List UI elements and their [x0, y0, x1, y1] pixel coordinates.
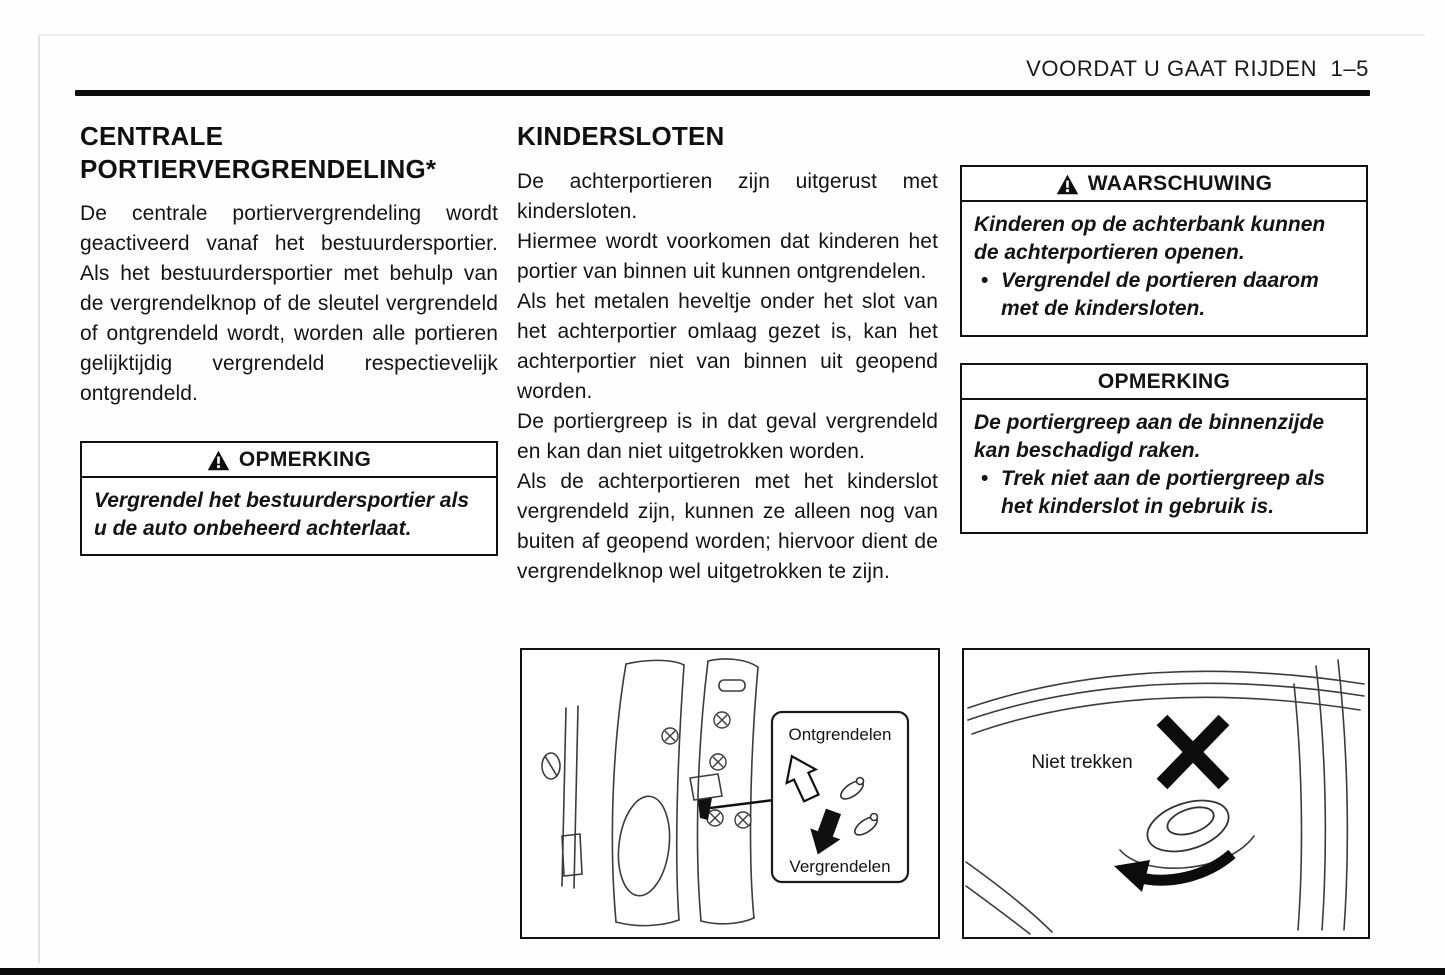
page-scan-edge-left	[38, 34, 40, 963]
paragraph: Als het metalen heveltje onder het slot van het achterportier omlaag gezet is, kan het achterportier niet van binnen uit geopend worden.	[517, 289, 938, 403]
note-lead: De portiergreep aan de binnenzijde kan beschadigd raken.	[974, 410, 1325, 462]
section-child-locks	[517, 120, 938, 587]
door-edge-drawing	[542, 659, 758, 926]
warning-box-title	[962, 167, 1366, 202]
page-bottom-edge	[0, 968, 1445, 975]
note-box-2-title-text: OPMERKING	[1097, 369, 1231, 393]
note-bullet: • Trek niet aan de portiergreep als het kinderslot in gebruik is.	[974, 465, 1354, 521]
figure-do-not-pull-handle	[962, 648, 1370, 939]
central-locking-body: De centrale portiervergrendeling wordt geactiveerd vanaf het bestuurdersportier. Als het bestuurdersportier met behulp van de vergrendelknop of de sleutel vergrendeld of ontgrendeld wordt, worden alle portieren gelijktijdig vergrendeld respectievelijk ontgrendeld.	[80, 202, 498, 406]
note-box-2-body	[962, 400, 1366, 533]
section-central-locking	[80, 120, 498, 556]
warning-box-rear-doors	[960, 165, 1368, 337]
heading-central-locking	[80, 120, 498, 185]
paragraph: De portiergreep is in dat geval vergrendeld en kan dan niet uitgetrokken worden.	[517, 409, 938, 463]
paragraph: Hiermee wordt voorkomen dat kinderen het portier van binnen uit kunnen ontgrendelen.	[517, 229, 938, 283]
note-box-driver-door	[80, 441, 498, 556]
header-rule	[75, 90, 1370, 96]
warning-box-body	[962, 202, 1366, 335]
child-lock-illustration	[522, 650, 938, 937]
door-panel-drawing	[966, 660, 1364, 934]
note-box-body: Vergrendel het bestuurdersportier als u de auto onbeheerd achterlaat.	[94, 489, 469, 541]
heading-child-locks: KINDERSLOTEN	[517, 121, 725, 151]
lock-label: Vergrendelen	[789, 857, 891, 876]
page-scan-edge-top	[38, 34, 1425, 36]
warning-box-title-text: WAARSCHUWING	[1087, 172, 1273, 195]
callout-connector-line	[710, 800, 774, 808]
note-box-door-handle	[960, 363, 1368, 535]
warning-lead: Kinderen op de achterbank kunnen de achterportieren openen.	[974, 213, 1326, 265]
note-box-title-text: OPMERKING	[238, 448, 372, 472]
prohibition-x-icon	[1162, 720, 1224, 784]
warning-icon	[207, 450, 230, 471]
lock-unlock-callout	[772, 712, 908, 882]
running-header: VOORDAT U GAAT RIJDEN 1–5	[1026, 56, 1369, 81]
door-handle-drawing	[1141, 791, 1235, 861]
paragraph: De achterportieren zijn uitgerust met kindersloten.	[517, 169, 938, 223]
do-not-pull-label: Niet trekken	[1031, 752, 1133, 773]
heading-line-1: CENTRALE	[80, 121, 224, 151]
door-handle-illustration	[964, 650, 1368, 937]
heading-line-2: PORTIERVERGRENDELING*	[80, 153, 437, 184]
note-box-title	[82, 443, 496, 478]
figure-child-lock-lever	[520, 648, 940, 939]
child-locks-body	[517, 167, 938, 587]
note-box-2-title	[962, 365, 1366, 400]
warning-icon	[1056, 174, 1079, 195]
warning-bullet: • Vergrendel de portieren daarom met de kindersloten.	[974, 267, 1354, 323]
unlock-label: Ontgrendelen	[788, 725, 892, 744]
section-side-boxes	[960, 165, 1368, 534]
paragraph: Als de achterportieren met het kinderslot vergrendeld zijn, kunnen ze alleen nog van buiten af geopend worden; hiervoor dient de vergrendelknop wel uitgetrokken te zijn.	[517, 469, 938, 583]
